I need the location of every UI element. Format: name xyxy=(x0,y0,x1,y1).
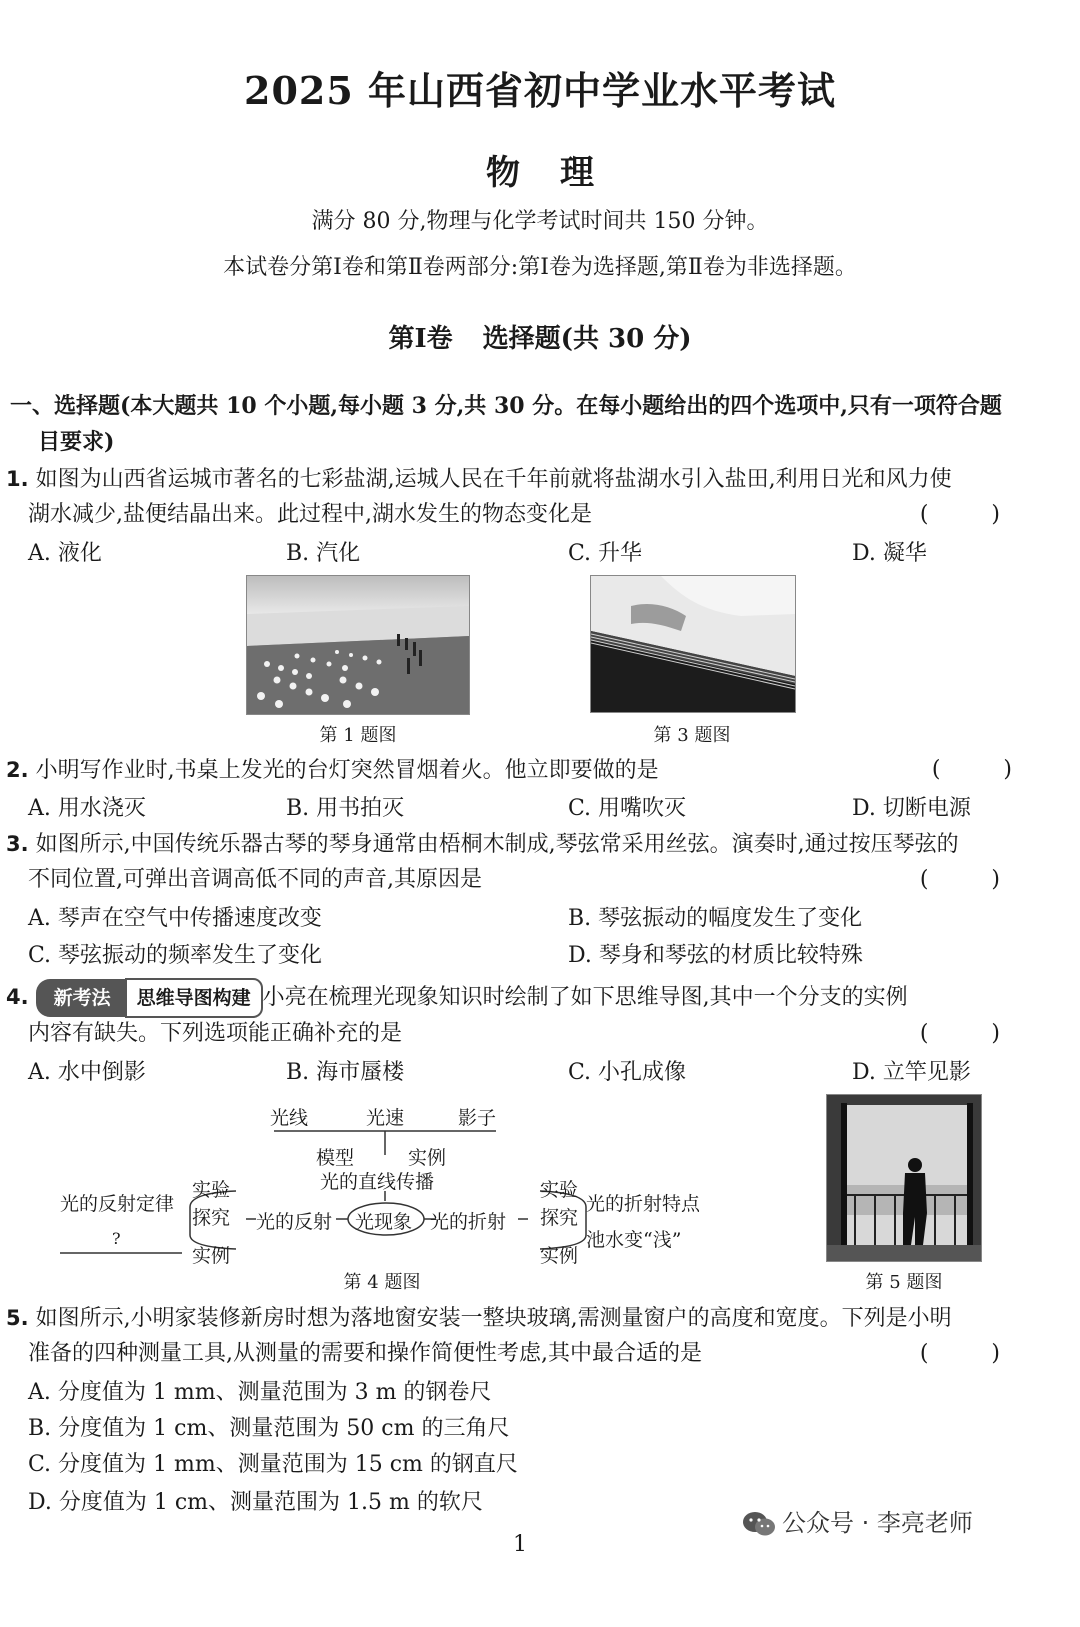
question-4 xyxy=(6,978,1074,1018)
mindmap-node-refraction: 光的折射 xyxy=(430,1211,507,1233)
question-number: 5. xyxy=(6,1306,29,1330)
question-5-line-2 xyxy=(28,1336,1068,1372)
figure-5-caption: 第 5 题图 xyxy=(865,1272,943,1293)
page-number: 1 xyxy=(513,1532,527,1557)
question-text: 如图所示,小明家装修新房时想为落地窗安装一整块玻璃,需测量窗户的高度和宽度。下列是小明 xyxy=(35,1306,952,1331)
q2-option-d[interactable]: D. 切断电源 xyxy=(852,796,971,821)
q3-option-b[interactable]: B. 琴弦振动的幅度发生了变化 xyxy=(568,906,863,931)
mindmap-node-reflection: 光的反射 xyxy=(256,1211,333,1233)
mindmap-node-center: 光现象 xyxy=(355,1211,413,1233)
q4-option-b[interactable]: B. 海市蜃楼 xyxy=(286,1060,405,1085)
question-2 xyxy=(6,752,1066,789)
q5-option-b[interactable]: B. 分度值为 1 cm、测量范围为 50 cm 的三角尺 xyxy=(28,1416,510,1441)
question-number: 3. xyxy=(6,832,29,856)
q4-option-a[interactable]: A. 水中倒影 xyxy=(28,1060,146,1085)
mindmap-node-reflection-law: 光的反射定律 xyxy=(60,1193,175,1215)
mindmap-label-experiment-left: 实验 xyxy=(192,1179,231,1201)
question-4-line-2 xyxy=(28,1016,1068,1052)
figure-4-caption: 第 4 题图 xyxy=(343,1272,421,1293)
mindmap-diagram xyxy=(0,1095,800,1275)
question-number: 1. xyxy=(6,467,29,491)
question-text: 如图所示,中国传统乐器古琴的琴身通常由梧桐木制成,琴弦常采用丝弦。演奏时,通过按压琴弦的 xyxy=(35,832,959,857)
question-3-line-2 xyxy=(28,862,1068,898)
mindmap-node-refraction-feature: 光的折射特点 xyxy=(586,1193,701,1215)
mindmap-label-example-left: 实例 xyxy=(192,1245,231,1267)
section-part: 第Ⅰ卷 xyxy=(388,324,453,354)
section-title xyxy=(0,318,1080,355)
question-1-line-2 xyxy=(28,497,1068,533)
mindmap-node-shadow: 影子 xyxy=(458,1107,497,1129)
question-number: 4. xyxy=(6,985,29,1009)
mindmap-label-example-top: 实例 xyxy=(408,1147,447,1169)
guqin-photo xyxy=(590,575,796,713)
mindmap-label-explore-left: 探究 xyxy=(192,1207,231,1229)
q2-option-c[interactable]: C. 用嘴吹灭 xyxy=(568,796,687,821)
q2-option-a[interactable]: A. 用水浇灭 xyxy=(28,796,146,821)
q1-option-a[interactable]: A. 液化 xyxy=(28,541,102,566)
mindmap-label-model: 模型 xyxy=(316,1147,355,1169)
subject-title: 物理 xyxy=(486,153,634,193)
answer-paren[interactable]: ( ) xyxy=(931,757,1040,782)
q5-option-d[interactable]: D. 分度值为 1 cm、测量范围为 1.5 m 的软尺 xyxy=(28,1490,483,1515)
question-3 xyxy=(6,826,1066,863)
q4-option-d[interactable]: D. 立竿见影 xyxy=(852,1060,971,1085)
part-heading-line-2: 目要求) xyxy=(38,429,115,455)
question-text: 不同位置,可弹出音调高低不同的声音,其原因是 xyxy=(28,867,482,892)
mindmap-tag: 思维导图构建 xyxy=(125,978,263,1018)
answer-paren[interactable]: ( ) xyxy=(919,867,1028,892)
question-5 xyxy=(6,1300,1066,1337)
part-heading-line-1: 一、选择题(本大题共 10 个小题,每小题 3 分,共 30 分。在每小题给出的四个选项中,只有一项符合题 xyxy=(10,393,1002,419)
q1-option-b[interactable]: B. 汽化 xyxy=(286,541,361,566)
q4-option-c[interactable]: C. 小孔成像 xyxy=(568,1060,687,1085)
figure-3-caption: 第 3 题图 xyxy=(653,725,731,746)
q3-option-a[interactable]: A. 琴声在空气中传播速度改变 xyxy=(28,906,322,931)
mindmap-node-light-speed: 光速 xyxy=(366,1107,405,1129)
figure-1-caption: 第 1 题图 xyxy=(319,725,397,746)
answer-paren[interactable]: ( ) xyxy=(919,1341,1028,1366)
question-text: 准备的四种测量工具,从测量的需要和操作简便性考虑,其中最合适的是 xyxy=(28,1341,702,1366)
watermark xyxy=(742,1503,973,1538)
salt-lake-photo xyxy=(246,575,470,715)
mindmap-node-straight-propagation: 光的直线传播 xyxy=(320,1171,435,1193)
mindmap-label-explore-right: 探究 xyxy=(540,1207,579,1229)
q1-option-c[interactable]: C. 升华 xyxy=(568,541,643,566)
q5-option-a[interactable]: A. 分度值为 1 mm、测量范围为 3 m 的钢卷尺 xyxy=(28,1380,492,1405)
mindmap-label-example-right: 实例 xyxy=(540,1245,579,1267)
section-name: 选择题(共 30 分) xyxy=(482,324,692,354)
answer-paren[interactable]: ( ) xyxy=(919,502,1028,527)
question-text: 小明写作业时,书桌上发光的台灯突然冒烟着火。他立即要做的是 xyxy=(35,758,659,783)
mindmap-blank: ? xyxy=(112,1229,121,1248)
q5-option-c[interactable]: C. 分度值为 1 mm、测量范围为 15 cm 的钢直尺 xyxy=(28,1452,518,1477)
q3-option-c[interactable]: C. 琴弦振动的频率发生了变化 xyxy=(28,943,323,968)
q1-option-d[interactable]: D. 凝华 xyxy=(852,541,927,566)
mindmap-node-pool-shallow: 池水变“浅” xyxy=(586,1229,682,1251)
question-number: 2. xyxy=(6,758,29,782)
wechat-icon xyxy=(742,1510,776,1538)
exam-title: 2025 年山西省初中学业水平考试 xyxy=(244,68,836,113)
window-photo xyxy=(826,1094,982,1262)
question-text: 如图为山西省运城市著名的七彩盐湖,运城人民在千年前就将盐湖水引入盐田,利用日光和风力使 xyxy=(35,467,952,492)
watermark-text: 公众号 · 李亮老师 xyxy=(782,1509,973,1537)
mindmap-node-light-ray: 光线 xyxy=(270,1107,309,1129)
question-text: 小亮在梳理光现象知识时绘制了如下思维导图,其中一个分支的实例 xyxy=(262,985,908,1010)
question-text: 湖水减少,盐便结晶出来。此过程中,湖水发生的物态变化是 xyxy=(28,502,592,527)
q2-option-b[interactable]: B. 用书拍灭 xyxy=(286,796,405,821)
info-line-1: 满分 80 分,物理与化学考试时间共 150 分钟。 xyxy=(311,209,769,234)
question-1 xyxy=(6,461,1066,498)
q3-option-d[interactable]: D. 琴身和琴弦的材质比较特殊 xyxy=(568,943,863,968)
mindmap-label-experiment-right: 实验 xyxy=(540,1179,579,1201)
question-text: 内容有缺失。下列选项能正确补充的是 xyxy=(28,1021,403,1046)
new-method-tag: 新考法 xyxy=(36,979,125,1017)
info-line-2: 本试卷分第Ⅰ卷和第Ⅱ卷两部分:第Ⅰ卷为选择题,第Ⅱ卷为非选择题。 xyxy=(223,255,857,280)
answer-paren[interactable]: ( ) xyxy=(919,1021,1028,1046)
